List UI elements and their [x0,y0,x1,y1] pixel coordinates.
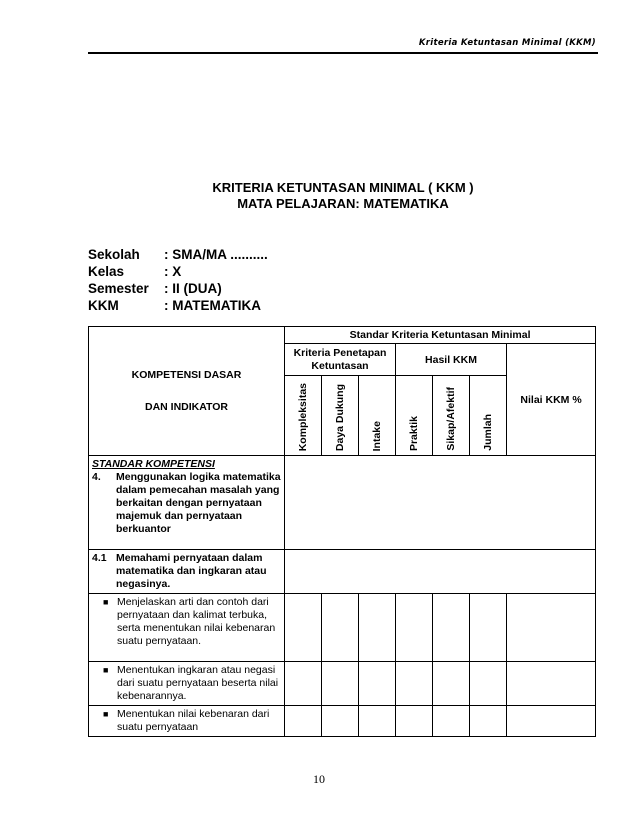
col-sikap-afektif [433,376,470,456]
info-value: : X [164,264,182,279]
col-label: Jumlah [482,414,494,451]
score-cell [470,594,507,662]
info-value: : SMA/MA .......... [164,247,268,262]
running-title: Kriteria Ketuntasan Minimal (KKM) [418,38,596,48]
indicator-cell [89,662,285,706]
score-cell [470,706,507,737]
title-line-2: MATA PELAJARAN: MATEMATIKA [237,196,449,211]
score-cell [396,706,433,737]
score-cell [322,594,359,662]
running-header [88,38,598,54]
score-cell [285,662,322,706]
score-cell [359,662,396,706]
indicator-text: Menentukan ingkaran atau negasi dari suatu pernyataan beserta nilai kebenarannya. [117,664,279,702]
col-daya-dukung [322,376,359,456]
standar-kompetensi-label: STANDAR KOMPETENSI [92,458,215,470]
info-key: Sekolah [88,247,140,262]
bullet-icon: ■ [103,709,109,719]
col-kompleksitas [285,376,322,456]
sk-number: 4. [92,471,101,483]
col-label: Praktik [408,415,420,451]
col-label: Intake [371,420,383,451]
info-key: Semester [88,281,149,296]
info-row-sekolah [88,246,268,263]
info-key: KKM [88,298,119,313]
kd-header-cell [89,327,285,456]
kkm-table [88,326,596,737]
kd-empty-cell [285,550,596,594]
indicator-text: Menjelaskan arti dan contoh dari pernyataan dan kalimat terbuka, serta menentukan nilai kebenaran suatu pernyataan. [117,596,276,647]
score-cell [507,662,596,706]
score-cell [507,706,596,737]
kd-header-line-1: KOMPETENSI DASAR [131,369,242,381]
score-cell [433,706,470,737]
col-intake [359,376,396,456]
score-cell [396,594,433,662]
hasil-kkm-header: Hasil KKM [396,344,507,376]
col-label: Sikap/Afektif [445,387,457,451]
page-number: 10 [313,772,325,786]
indicator-cell [89,594,285,662]
sk-empty-cell [285,456,596,550]
standar-kompetensi-cell [89,456,285,550]
kriteria-penetapan-header: Kriteria Penetapan Ketuntasan [285,344,396,376]
col-label: Daya Dukung [334,383,346,451]
info-key: Kelas [88,264,125,279]
bullet-icon: ■ [103,597,109,607]
score-cell [507,594,596,662]
score-cell [359,706,396,737]
score-cell [396,662,433,706]
score-cell [285,706,322,737]
sk-text: Menggunakan logika matematika dalam pemecahan masalah yang berkaitan dengan pernyataan majemuk dan pernyataan berkuantor [116,471,281,535]
col-jumlah [470,376,507,456]
indicator-cell [89,706,285,737]
score-cell [322,706,359,737]
score-cell [322,662,359,706]
kd-cell [89,550,285,594]
score-cell [285,594,322,662]
score-cell [470,662,507,706]
info-value: : II (DUA) [164,281,222,296]
score-cell [433,594,470,662]
info-row-semester [88,280,268,297]
kd-header-line-2: DAN INDIKATOR [144,401,229,413]
col-label: Kompleksitas [297,382,309,451]
info-row-kkm [88,297,268,314]
col-praktik [396,376,433,456]
score-cell [359,594,396,662]
bullet-icon: ■ [103,665,109,675]
standar-header: Standar Kriteria Ketuntasan Minimal [285,327,596,344]
nilai-kkm-header: Nilai KKM % [507,344,596,456]
score-cell [433,662,470,706]
kd-text: Memahami pernyataan dalam matematika dan ingkaran atau negasinya. [116,552,267,590]
info-row-kelas [88,263,268,280]
info-value: : MATEMATIKA [164,298,261,313]
document-title [88,180,598,212]
indicator-text: Menentukan nilai kebenaran dari suatu pernyataan [117,708,270,733]
kd-number: 4.1 [92,552,107,564]
title-line-1: KRITERIA KETUNTASAN MINIMAL ( KKM ) [212,180,474,195]
info-block [88,246,268,314]
